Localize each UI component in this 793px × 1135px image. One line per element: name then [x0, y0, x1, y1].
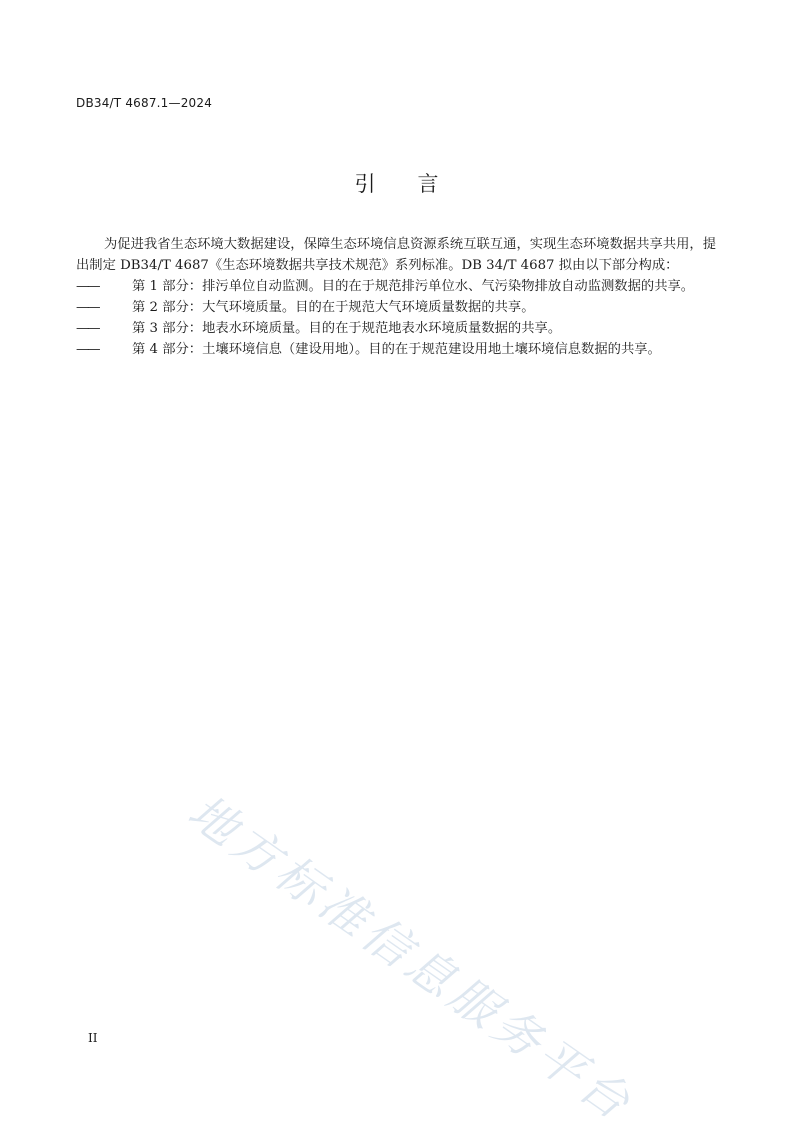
list-item-part-3	[76, 318, 716, 339]
list-item-part-2	[76, 297, 716, 318]
intro-paragraph: 为促进我省生态环境大数据建设，保障生态环境信息资源系统互联互通，实现生态环境数据共享共用，提出制定 DB34/T 4687《生态环境数据共享技术规范》系列标准。DB 34/T 4687 拟由以下部分构成：	[76, 237, 716, 273]
page-title	[0, 168, 793, 198]
introduction-body	[76, 234, 716, 360]
list-dash: ——	[76, 300, 99, 315]
list-item-text: 第 1 部分：排污单位自动监测。目的在于规范排污单位水、气污染物排放自动监测数据的共享。	[132, 279, 695, 294]
page-number: II	[88, 1031, 98, 1045]
list-item-part-1	[76, 276, 716, 297]
list-dash: ——	[76, 279, 99, 294]
watermark-text: 地方标准信息服务平台	[177, 784, 644, 1134]
list-item-text: 第 4 部分：土壤环境信息（建设用地）。目的在于规范建设用地土壤环境信息数据的共享。	[132, 342, 661, 357]
title-char-1: 引	[354, 172, 376, 196]
list-item-text: 第 2 部分：大气环境质量。目的在于规范大气环境质量数据的共享。	[132, 300, 535, 315]
list-item-part-4	[76, 339, 716, 360]
title-char-2: 言	[417, 172, 439, 196]
list-dash: ——	[76, 321, 99, 336]
list-dash: ——	[76, 342, 99, 357]
standard-code: DB34/T 4687.1—2024	[76, 96, 213, 110]
list-item-text: 第 3 部分：地表水环境质量。目的在于规范地表水环境质量数据的共享。	[132, 321, 562, 336]
